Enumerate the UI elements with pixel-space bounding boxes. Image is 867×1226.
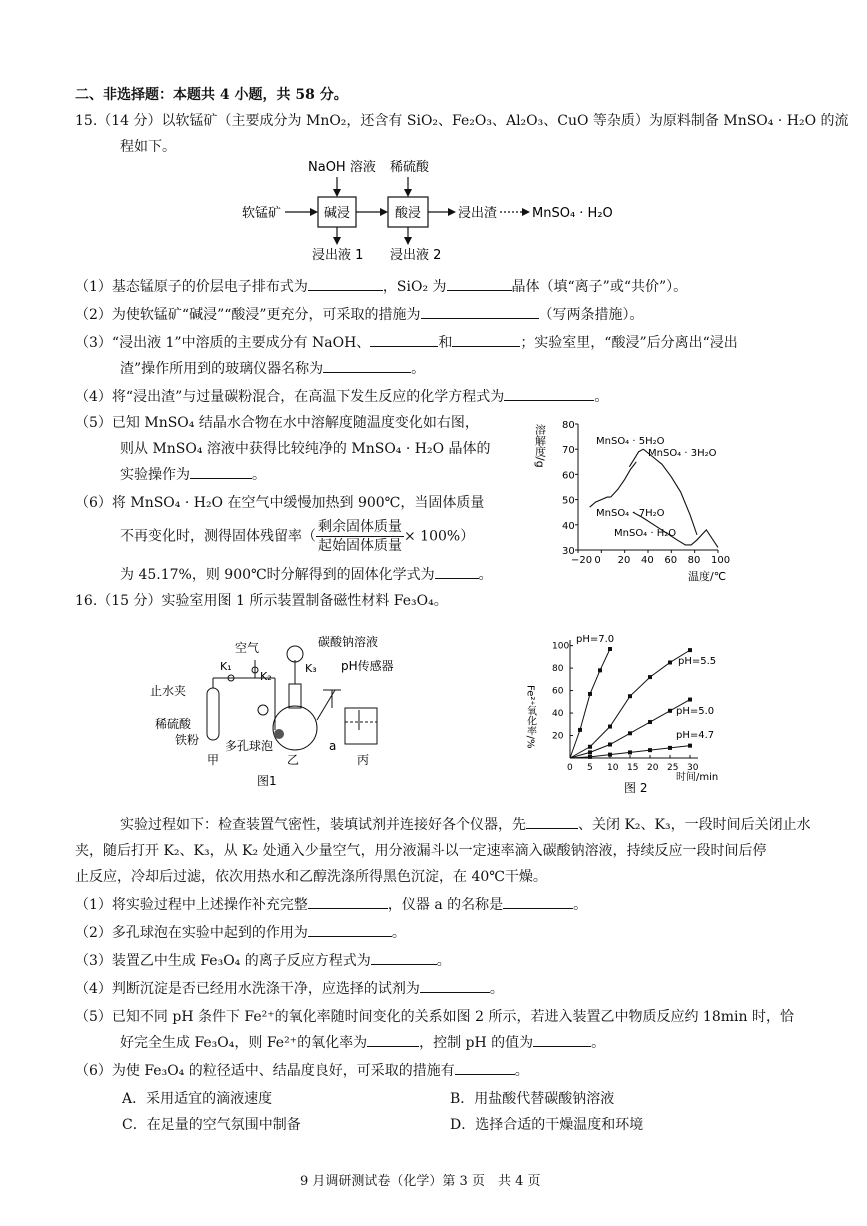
oxidation-point bbox=[648, 675, 652, 679]
fig2-xlabel: 时间/min bbox=[676, 772, 719, 783]
flask-yi bbox=[273, 706, 317, 750]
q15-sub1: （1）基态锰原子的价层电子排布式为 ，SiO₂ 为 晶体（填“离子”或“共价”）。 bbox=[75, 276, 687, 296]
fig2-ylabel: Fe²⁺氧化率/% bbox=[524, 685, 536, 749]
flow-residue: 浸出渣 bbox=[458, 206, 498, 221]
solubility-y-tick-label: 50 bbox=[562, 495, 575, 507]
oxidation-point bbox=[648, 720, 652, 724]
label-mnso4-3h2o: MnSO₄ · 3H₂O bbox=[648, 448, 717, 459]
solubility-x-tick-label: 60 bbox=[664, 555, 678, 566]
oxidation-point bbox=[578, 728, 582, 732]
oxidation-x-tick-label: 30 bbox=[687, 763, 699, 773]
beaker-bing bbox=[345, 708, 377, 744]
section-title: 二、非选择题：本题共 4 小题，共 58 分。 bbox=[75, 87, 348, 103]
flow-reagent-naoh: NaOH 溶液 bbox=[308, 160, 376, 175]
porous-bubbler bbox=[274, 729, 284, 739]
answer-blank bbox=[308, 922, 392, 937]
oxidation-x-tick-label: 0 bbox=[567, 763, 573, 773]
fig1-clamp: 止水夹 bbox=[150, 684, 187, 698]
oxidation-y-tick-label: 40 bbox=[552, 709, 564, 720]
q15-sub4: （4）将“浸出渣”与过量碳粉混合，在高温下发生反应的化学方程式为 。 bbox=[75, 386, 608, 406]
solubility-y-tick-label: 30 bbox=[562, 546, 575, 557]
fig1-acid: 稀硫酸 bbox=[155, 717, 192, 731]
q16-sub6: （6）为使 Fe₃O₄ 的粒径适中、结晶度良好，可采取的措施有 。 bbox=[75, 1060, 529, 1080]
fig1-k3: K₃ bbox=[305, 662, 317, 675]
fig2-series-ph47: pH=4.7 bbox=[676, 730, 715, 741]
q15-sub5-line2: 则从 MnSO₄ 溶液中获得比较纯净的 MnSO₄ · H₂O 晶体的 bbox=[120, 441, 491, 457]
option-b: B．用盐酸代替碳酸钠溶液 bbox=[450, 1091, 615, 1107]
q16-proc-line3: 止反应，冷却后过滤，依次用热水和乙醇洗涤所得黑色沉淀，在 40℃干燥。 bbox=[75, 869, 547, 885]
solubility-curve-0 bbox=[611, 462, 637, 497]
fig1-air: 空气 bbox=[235, 641, 260, 655]
oxidation-point bbox=[608, 725, 612, 729]
fig1-bing: 丙 bbox=[357, 753, 370, 767]
oxidation-point bbox=[608, 753, 612, 757]
residue-fraction: $\frac{\text{剩余固体质量}}{\text{起始固体质量}}$ bbox=[318, 519, 402, 554]
answer-blank bbox=[308, 894, 388, 909]
solubility-x-tick-label: 20 bbox=[617, 555, 631, 566]
figure1-apparatus bbox=[145, 630, 395, 790]
fig2-caption: 图 2 bbox=[624, 781, 648, 795]
solubility-curve-2 bbox=[590, 497, 611, 507]
answer-blank bbox=[323, 358, 411, 373]
label-mnso4-5h2o: MnSO₄ · 5H₂O bbox=[596, 436, 665, 447]
oxidation-line-1 bbox=[570, 650, 690, 758]
oxidation-point bbox=[588, 692, 592, 696]
option-d: D．选择合适的干燥温度和环境 bbox=[450, 1117, 644, 1133]
fig1-bubble: 多孔球泡 bbox=[225, 739, 274, 753]
flow-filtrate2: 浸出液 2 bbox=[390, 248, 442, 263]
answer-blank bbox=[503, 894, 573, 909]
answer-blank bbox=[452, 332, 520, 347]
solubility-curve-1 bbox=[629, 449, 643, 467]
option-a: A．采用适宜的滴液速度 bbox=[122, 1091, 273, 1107]
solubility-x-tick-label: 80 bbox=[687, 555, 701, 566]
answer-blank bbox=[504, 386, 594, 401]
answer-blank bbox=[421, 304, 539, 319]
answer-blank bbox=[308, 276, 383, 291]
page-footer: 9 月调研测试卷（化学）第 3 页 共 4 页 bbox=[300, 1174, 541, 1189]
oxidation-point bbox=[688, 698, 692, 702]
solubility-chart bbox=[533, 412, 740, 583]
solubility-ylabel: 溶解度/g bbox=[533, 424, 547, 468]
answer-blank bbox=[367, 1032, 419, 1047]
q15-sub5: （5）已知 MnSO₄ 结晶水合物在水中溶解度随温度变化如右图， bbox=[75, 415, 479, 431]
oxidation-point bbox=[608, 743, 612, 747]
flow-reagent-h2so4: 稀硫酸 bbox=[390, 160, 430, 175]
q15-sub6: （6）将 MnSO₄ · H₂O 在空气中缓慢加热到 900℃，当固体质量 bbox=[75, 495, 485, 511]
oxidation-x-tick-label: 20 bbox=[647, 763, 659, 773]
figure2-oxidation-chart bbox=[524, 630, 740, 795]
oxidation-point bbox=[628, 694, 632, 698]
oxidation-point bbox=[648, 748, 652, 752]
oxidation-y-tick-label: 60 bbox=[552, 686, 564, 697]
fig2-series-ph50: pH=5.0 bbox=[676, 706, 715, 717]
option-c: C．在足量的空气氛围中制备 bbox=[122, 1117, 301, 1133]
oxidation-y-tick-label: 100 bbox=[552, 641, 570, 652]
solubility-x-tick-label: 0 bbox=[594, 555, 601, 566]
oxidation-point bbox=[588, 750, 592, 754]
oxidation-point bbox=[598, 668, 602, 672]
fig1-iron: 铁粉 bbox=[175, 733, 200, 747]
q16-proc-line2: 夹，随后打开 K₂、K₃，从 K₂ 处通入少量空气，用分液漏斗以一定速率滴入碳酸钠溶液，持续反应一段时间后停 bbox=[75, 843, 767, 859]
fig1-na2co3: 碳酸钠溶液 bbox=[318, 635, 379, 649]
q16-sub4: （4）判断沉淀是否已经用水洗涤干净，应选择的试剂为 。 bbox=[75, 978, 504, 998]
oxidation-point bbox=[688, 648, 692, 652]
oxidation-x-tick-label: 25 bbox=[667, 763, 679, 773]
tube-jia bbox=[207, 688, 219, 740]
oxidation-line-0 bbox=[570, 649, 610, 758]
answer-blank bbox=[533, 1032, 591, 1047]
q15-stem-line2: 程如下。 bbox=[120, 139, 176, 155]
answer-blank bbox=[526, 814, 578, 829]
flow-product: MnSO₄ · H₂O bbox=[532, 206, 613, 221]
q15-flow-diagram bbox=[230, 155, 650, 265]
answer-blank bbox=[370, 332, 438, 347]
solubility-y-tick-label: 80 bbox=[562, 420, 575, 431]
oxidation-x-tick-label: 10 bbox=[607, 763, 619, 773]
solubility-y-tick-label: 60 bbox=[562, 470, 575, 482]
oxidation-point bbox=[588, 755, 592, 759]
label-mnso4-h2o: MnSO₄ · H₂O bbox=[614, 528, 677, 539]
solubility-xlabel: 温度/℃ bbox=[688, 570, 727, 583]
solubility-x-tick-label: 40 bbox=[641, 555, 654, 566]
oxidation-point bbox=[588, 745, 592, 749]
oxidation-point bbox=[608, 647, 612, 651]
q16-sub3: （3）装置乙中生成 Fe₃O₄ 的离子反应方程式为 。 bbox=[75, 950, 451, 970]
oxidation-point bbox=[668, 660, 672, 664]
fig1-ph-sensor: pH传感器 bbox=[341, 659, 394, 673]
q16-proc-line1: 实验过程如下：检查装置气密性，装填试剂并连接好各个仪器，先 、关闭 K₂、K₃，一段时间后关闭止水 bbox=[120, 814, 811, 834]
answer-blank bbox=[371, 950, 437, 965]
oxidation-x-tick-label: 5 bbox=[587, 763, 593, 773]
fig1-k2: K₂ bbox=[260, 670, 272, 683]
fig1-jia: 甲 bbox=[207, 753, 220, 767]
q16-stem: 16.（15 分）实验室用图 1 所示装置制备磁性材料 Fe₃O₄。 bbox=[75, 593, 448, 609]
q15-sub5-line3: 实验操作为 。 bbox=[120, 464, 266, 484]
flow-box1-label: 碱浸 bbox=[324, 206, 351, 221]
label-mnso4-7h2o: MnSO₄ · 7H₂O bbox=[596, 508, 665, 519]
answer-blank bbox=[455, 1060, 515, 1075]
q15-sub3: （3）“浸出液 1”中溶质的主要成分有 NaOH、 和 ；实验室里，“酸浸”后分离出“浸出 bbox=[75, 332, 738, 352]
solubility-curve-4 bbox=[643, 449, 697, 535]
fig1-k1: K₁ bbox=[220, 660, 232, 673]
answer-blank bbox=[435, 564, 479, 579]
q16-sub5: （5）已知不同 pH 条件下 Fe²⁺的氧化率随时间变化的关系如图 2 所示，若进入装置乙中物质反应约 18min 时，恰 bbox=[75, 1009, 794, 1025]
flow-box2-label: 酸浸 bbox=[395, 206, 422, 221]
solubility-y-tick-label: 40 bbox=[562, 520, 575, 532]
fig1-yi: 乙 bbox=[287, 753, 300, 767]
dropping-funnel bbox=[287, 646, 303, 662]
fig2-series-ph55: pH=5.5 bbox=[678, 656, 717, 667]
solubility-x-tick-label: 100 bbox=[711, 555, 731, 566]
flow-filtrate1: 浸出液 1 bbox=[312, 248, 364, 263]
oxidation-y-tick-label: 80 bbox=[552, 664, 564, 675]
q15-sub6-line3: 为 45.17%，则 900℃时分解得到的固体化学式为 。 bbox=[120, 564, 493, 584]
solubility-y-tick-label: 70 bbox=[562, 445, 575, 457]
q16-sub2: （2）多孔球泡在实验中起到的作用为 。 bbox=[75, 922, 406, 942]
oxidation-point bbox=[628, 750, 632, 754]
answer-blank bbox=[190, 464, 252, 479]
oxidation-x-tick-label: 15 bbox=[627, 763, 639, 773]
oxidation-point bbox=[628, 731, 632, 735]
q15-sub3-cont: 渣”操作所用到的玻璃仪器名称为 。 bbox=[120, 358, 425, 378]
answer-blank bbox=[447, 276, 512, 291]
flow-start: 软锰矿 bbox=[242, 206, 282, 221]
oxidation-point bbox=[668, 709, 672, 713]
q16-sub1: （1）将实验过程中上述操作补充完整 ，仪器 a 的名称是 。 bbox=[75, 894, 587, 914]
q15-sub6-line2: 不再变化时，测得固体残留率（ $\frac{\text{剩余固体质量}}{\text{起始固体质量}}\times 100\%$） bbox=[120, 519, 475, 554]
q15-stem-line1: 15.（14 分）以软锰矿（主要成分为 MnO₂，还含有 SiO₂、Fe₂O₃、Al₂O₃、CuO 等杂质）为原料制备 MnSO₄ · H₂O 的流 bbox=[75, 113, 849, 129]
oxidation-y-tick-label: 20 bbox=[552, 731, 564, 742]
q15-sub2: （2）为使软锰矿“碱浸”“酸浸”更充分，可采取的措施为 （写两条措施）。 bbox=[75, 304, 644, 324]
q16-sub5-line2: 好完全生成 Fe₃O₄，则 Fe²⁺的氧化率为 ，控制 pH 的值为 。 bbox=[120, 1032, 605, 1052]
oxidation-point bbox=[668, 746, 672, 750]
oxidation-point bbox=[688, 744, 692, 748]
solubility-x-tick-label: −20 bbox=[571, 555, 593, 566]
answer-blank bbox=[420, 978, 490, 993]
fig1-caption: 图1 bbox=[257, 774, 277, 788]
fig2-series-ph70: pH=7.0 bbox=[576, 634, 615, 645]
fig1-a: a bbox=[329, 739, 337, 753]
